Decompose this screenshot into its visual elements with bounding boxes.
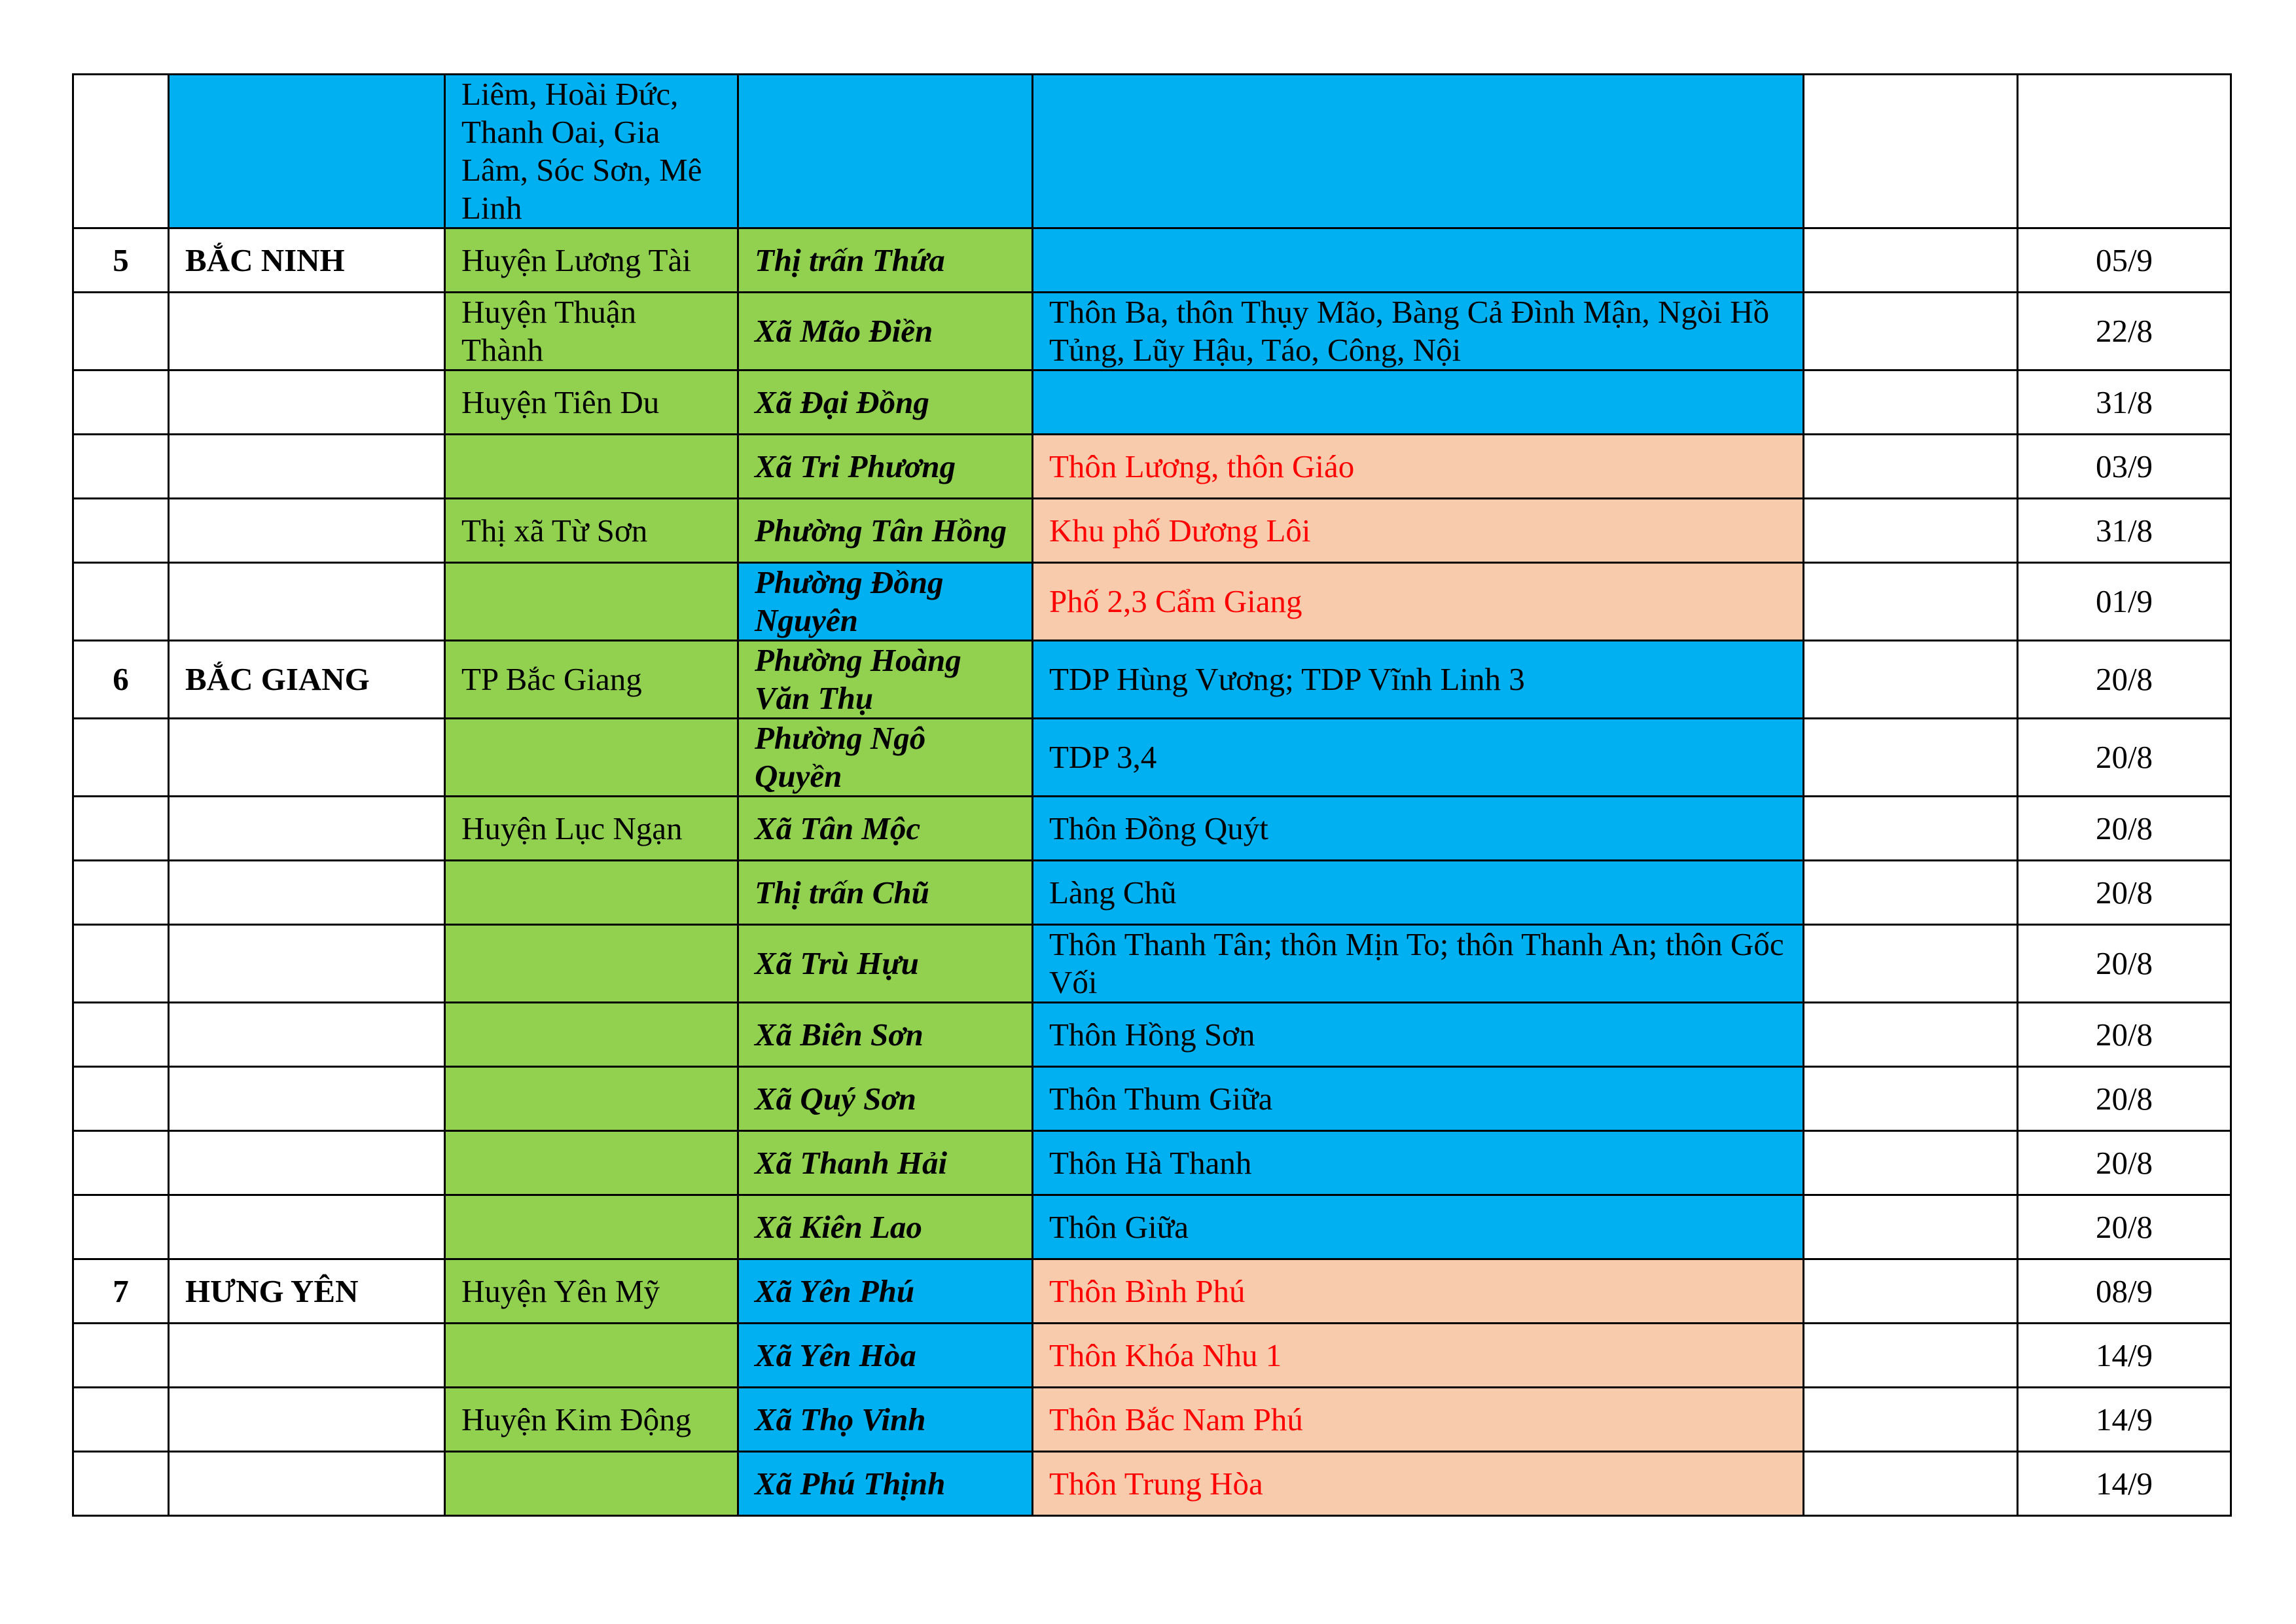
province-cell	[169, 1003, 445, 1067]
stt-cell	[73, 499, 169, 563]
area-cell: Phố 2,3 Cẩm Giang	[1033, 563, 1804, 641]
commune-cell: Thị trấn Chũ	[738, 861, 1033, 925]
district-cell	[445, 563, 738, 641]
area-cell: Thôn Khóa Nhu 1	[1033, 1324, 1804, 1388]
commune-cell: Xã Biên Sơn	[738, 1003, 1033, 1067]
stt-cell	[73, 435, 169, 499]
province-cell	[169, 435, 445, 499]
stt-cell: 6	[73, 641, 169, 719]
extra-cell	[1804, 719, 2018, 797]
area-cell: TDP 3,4	[1033, 719, 1804, 797]
table-row	[73, 1452, 2231, 1516]
table-row	[73, 797, 2231, 861]
date-cell: 05/9	[2018, 228, 2231, 293]
district-cell: Huyện Kim Động	[445, 1388, 738, 1452]
extra-cell	[1804, 370, 2018, 435]
extra-cell	[1804, 641, 2018, 719]
district-cell	[445, 435, 738, 499]
date-cell: 31/8	[2018, 370, 2231, 435]
date-cell	[2018, 75, 2231, 228]
table-row	[73, 293, 2231, 370]
extra-cell	[1804, 1131, 2018, 1195]
province-cell	[169, 370, 445, 435]
province-cell	[169, 1131, 445, 1195]
commune-cell: Xã Thanh Hải	[738, 1131, 1033, 1195]
area-cell	[1033, 370, 1804, 435]
date-cell: 14/9	[2018, 1452, 2231, 1516]
date-cell: 01/9	[2018, 563, 2231, 641]
stt-cell	[73, 75, 169, 228]
commune-cell: Xã Kiên Lao	[738, 1195, 1033, 1259]
commune-cell: Xã Quý Sơn	[738, 1067, 1033, 1131]
commune-cell: Xã Tri Phương	[738, 435, 1033, 499]
date-cell: 20/8	[2018, 1131, 2231, 1195]
province-cell	[169, 861, 445, 925]
stt-cell	[73, 1131, 169, 1195]
commune-cell: Phường Đồng Nguyên	[738, 563, 1033, 641]
stt-cell	[73, 1003, 169, 1067]
table-row	[73, 1195, 2231, 1259]
table-row	[73, 563, 2231, 641]
extra-cell	[1804, 1259, 2018, 1324]
stt-cell	[73, 1324, 169, 1388]
commune-cell: Xã Trù Hựu	[738, 925, 1033, 1003]
extra-cell	[1804, 75, 2018, 228]
commune-cell: Xã Tân Mộc	[738, 797, 1033, 861]
date-cell: 20/8	[2018, 1195, 2231, 1259]
extra-cell	[1804, 499, 2018, 563]
extra-cell	[1804, 1324, 2018, 1388]
area-cell: TDP Hùng Vương; TDP Vĩnh Linh 3	[1033, 641, 1804, 719]
district-cell	[445, 1003, 738, 1067]
table-row	[73, 1003, 2231, 1067]
date-cell: 20/8	[2018, 925, 2231, 1003]
district-cell	[445, 925, 738, 1003]
outbreak-table	[72, 73, 2232, 1517]
extra-cell	[1804, 1067, 2018, 1131]
commune-cell: Xã Đại Đồng	[738, 370, 1033, 435]
date-cell: 14/9	[2018, 1324, 2231, 1388]
district-cell	[445, 1324, 738, 1388]
table-row	[73, 499, 2231, 563]
stt-cell	[73, 861, 169, 925]
stt-cell	[73, 1067, 169, 1131]
area-cell: Thôn Lương, thôn Giáo	[1033, 435, 1804, 499]
district-cell	[445, 1131, 738, 1195]
table-row	[73, 1067, 2231, 1131]
date-cell: 22/8	[2018, 293, 2231, 370]
table-row	[73, 861, 2231, 925]
table-row	[73, 641, 2231, 719]
table-row	[73, 435, 2231, 499]
area-cell: Thôn Bắc Nam Phú	[1033, 1388, 1804, 1452]
area-cell: Thôn Thum Giữa	[1033, 1067, 1804, 1131]
area-cell: Thôn Hồng Sơn	[1033, 1003, 1804, 1067]
table-body	[73, 75, 2231, 1516]
stt-cell: 5	[73, 228, 169, 293]
stt-cell	[73, 293, 169, 370]
area-cell: Thôn Đồng Quýt	[1033, 797, 1804, 861]
district-cell	[445, 1452, 738, 1516]
commune-cell: Xã Yên Hòa	[738, 1324, 1033, 1388]
province-cell: HƯNG YÊN	[169, 1259, 445, 1324]
extra-cell	[1804, 1388, 2018, 1452]
province-cell	[169, 719, 445, 797]
table-row	[73, 1259, 2231, 1324]
date-cell: 14/9	[2018, 1388, 2231, 1452]
district-cell	[445, 719, 738, 797]
area-cell: Thôn Trung Hòa	[1033, 1452, 1804, 1516]
extra-cell	[1804, 293, 2018, 370]
district-cell	[445, 1195, 738, 1259]
stt-cell	[73, 925, 169, 1003]
table-row	[73, 228, 2231, 293]
table-row	[73, 370, 2231, 435]
province-cell	[169, 75, 445, 228]
extra-cell	[1804, 797, 2018, 861]
stt-cell	[73, 797, 169, 861]
province-cell	[169, 499, 445, 563]
date-cell: 03/9	[2018, 435, 2231, 499]
stt-cell: 7	[73, 1259, 169, 1324]
province-cell	[169, 563, 445, 641]
stt-cell	[73, 719, 169, 797]
province-cell	[169, 797, 445, 861]
commune-cell: Phường Tân Hồng	[738, 499, 1033, 563]
district-cell	[445, 861, 738, 925]
district-cell: Liêm, Hoài Đức, Thanh Oai, Gia Lâm, Sóc Sơn, Mê Linh	[445, 75, 738, 228]
province-cell	[169, 1324, 445, 1388]
province-cell	[169, 925, 445, 1003]
province-cell	[169, 293, 445, 370]
commune-cell	[738, 75, 1033, 228]
date-cell: 20/8	[2018, 641, 2231, 719]
district-cell: Huyện Thuận Thành	[445, 293, 738, 370]
commune-cell: Xã Phú Thịnh	[738, 1452, 1033, 1516]
area-cell: Khu phố Dương Lôi	[1033, 499, 1804, 563]
district-cell: Thị xã Từ Sơn	[445, 499, 738, 563]
extra-cell	[1804, 1452, 2018, 1516]
province-cell	[169, 1195, 445, 1259]
date-cell: 20/8	[2018, 1003, 2231, 1067]
table-row	[73, 719, 2231, 797]
date-cell: 08/9	[2018, 1259, 2231, 1324]
extra-cell	[1804, 563, 2018, 641]
extra-cell	[1804, 435, 2018, 499]
date-cell: 31/8	[2018, 499, 2231, 563]
stt-cell	[73, 370, 169, 435]
stt-cell	[73, 563, 169, 641]
area-cell: Làng Chũ	[1033, 861, 1804, 925]
province-cell: BẮC GIANG	[169, 641, 445, 719]
commune-cell: Phường Ngô Quyền	[738, 719, 1033, 797]
date-cell: 20/8	[2018, 1067, 2231, 1131]
commune-cell: Xã Thọ Vinh	[738, 1388, 1033, 1452]
area-cell: Thôn Giữa	[1033, 1195, 1804, 1259]
area-cell: Thôn Bình Phú	[1033, 1259, 1804, 1324]
extra-cell	[1804, 228, 2018, 293]
area-cell: Thôn Hà Thanh	[1033, 1131, 1804, 1195]
table-row	[73, 925, 2231, 1003]
area-cell	[1033, 75, 1804, 228]
province-cell	[169, 1067, 445, 1131]
extra-cell	[1804, 925, 2018, 1003]
district-cell: TP Bắc Giang	[445, 641, 738, 719]
date-cell: 20/8	[2018, 861, 2231, 925]
area-cell: Thôn Ba, thôn Thụy Mão, Bàng Cả Đình Mận, Ngòi Hồ Tủng, Lũy Hậu, Táo, Công, Nội	[1033, 293, 1804, 370]
area-cell: Thôn Thanh Tân; thôn Mịn To; thôn Thanh An; thôn Gốc Vối	[1033, 925, 1804, 1003]
extra-cell	[1804, 1003, 2018, 1067]
table-row	[73, 1388, 2231, 1452]
date-cell: 20/8	[2018, 797, 2231, 861]
district-cell: Huyện Lục Ngạn	[445, 797, 738, 861]
district-cell: Huyện Yên Mỹ	[445, 1259, 738, 1324]
date-cell: 20/8	[2018, 719, 2231, 797]
province-cell	[169, 1452, 445, 1516]
district-cell: Huyện Tiên Du	[445, 370, 738, 435]
stt-cell	[73, 1452, 169, 1516]
district-cell: Huyện Lương Tài	[445, 228, 738, 293]
province-cell	[169, 1388, 445, 1452]
area-cell	[1033, 228, 1804, 293]
district-cell	[445, 1067, 738, 1131]
commune-cell: Phường Hoàng Văn Thụ	[738, 641, 1033, 719]
table-row	[73, 75, 2231, 228]
extra-cell	[1804, 1195, 2018, 1259]
table-row	[73, 1131, 2231, 1195]
commune-cell: Xã Yên Phú	[738, 1259, 1033, 1324]
stt-cell	[73, 1195, 169, 1259]
commune-cell: Thị trấn Thứa	[738, 228, 1033, 293]
commune-cell: Xã Mão Điền	[738, 293, 1033, 370]
stt-cell	[73, 1388, 169, 1452]
table-row	[73, 1324, 2231, 1388]
province-cell: BẮC NINH	[169, 228, 445, 293]
extra-cell	[1804, 861, 2018, 925]
